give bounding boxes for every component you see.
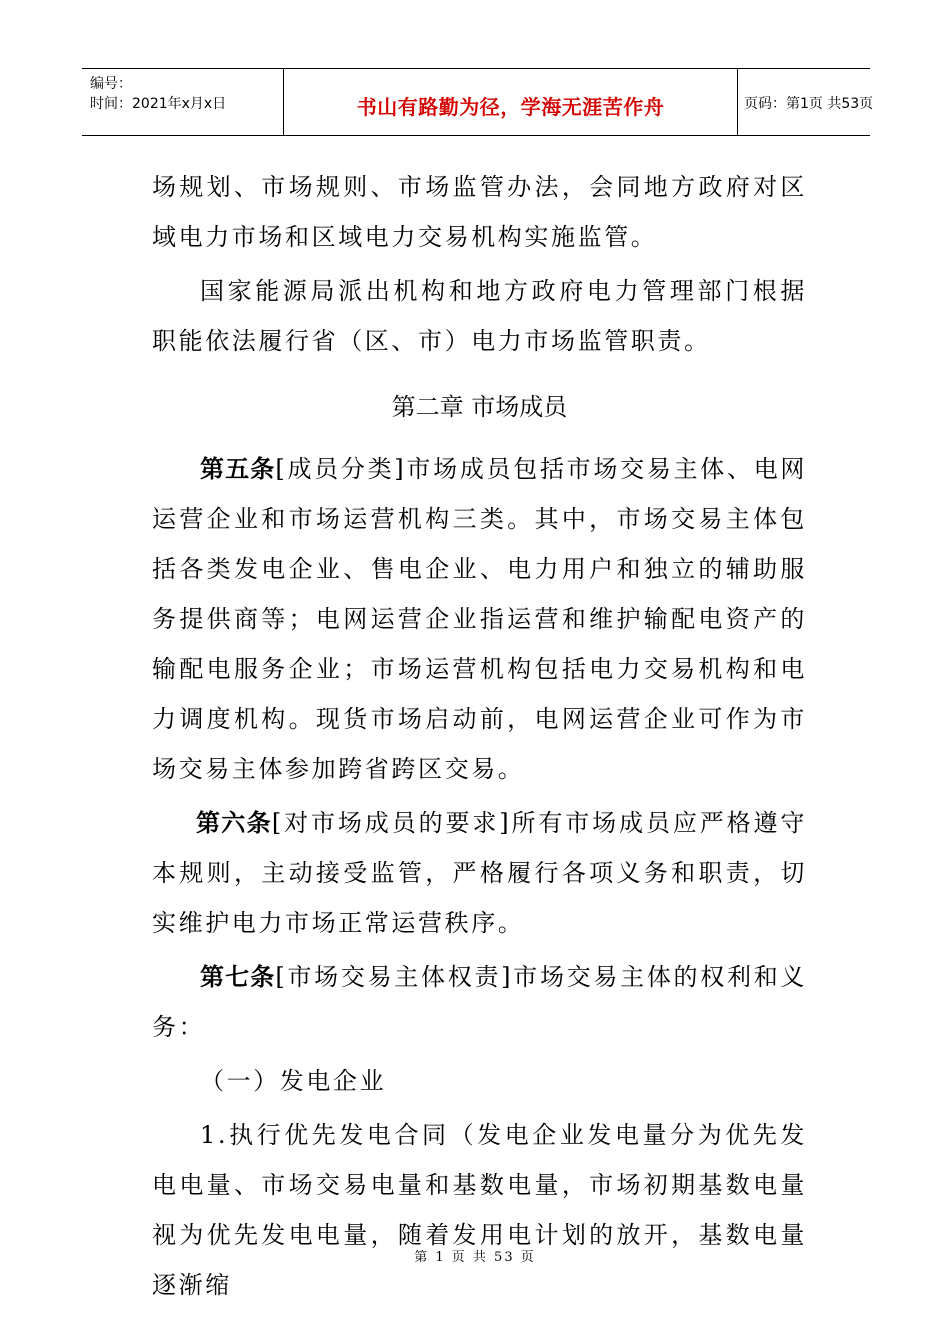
paragraph-1: 场规划、市场规则、市场监管办法，会同地方政府对区域电力市场和区域电力交易机构实施监管。 xyxy=(152,173,807,251)
article-7 xyxy=(152,952,807,1052)
header-motto: 书山有路勤为径，学海无涯苦作舟 xyxy=(356,95,665,119)
header-meta-cell xyxy=(82,69,284,135)
article-6 xyxy=(152,798,807,948)
time-label: 时间：2021年x月x日 xyxy=(90,96,227,112)
item-heading: （一）发电企业 xyxy=(200,1067,387,1095)
item-1: 1.执行优先发电合同（发电企业发电量分为优先发电电量、市场交易电量和基数电量，市场初期基数电量视为优先发电电量，随着发用电计划的放开，基数电量逐渐缩 xyxy=(152,1121,807,1299)
header-page-cell xyxy=(738,69,874,135)
header-page-info: 页码：第1页 共53页 xyxy=(744,96,874,112)
article-5-text: [成员分类]市场成员包括市场交易主体、电网运营企业和市场运营机构三类。其中，市场交易主体包括各类发电企业、售电企业、电力用户和独立的辅助服务提供商等；电网运营企业指运营和维护输配电资产的输配电服务企业；市场运营机构包括电力交易机构和电力调度机构。现货市场启动前，电网运营企业可作为市场交易主体参加跨省跨区交易。 xyxy=(152,455,808,783)
article-6-title: 第六条 xyxy=(196,809,272,837)
document-body xyxy=(152,162,807,1310)
article-5 xyxy=(152,444,807,794)
code-label: 编号： xyxy=(90,76,132,92)
header-motto-cell xyxy=(284,69,738,135)
chapter-title: 第二章 市场成员 xyxy=(391,393,568,421)
article-5-title: 第五条 xyxy=(200,455,276,483)
page-footer: 第 1 页 共 53 页 xyxy=(414,1250,536,1265)
page-header xyxy=(82,68,874,136)
article-7-text: [市场交易主体权责]市场交易主体的权利和义务： xyxy=(152,963,808,1041)
paragraph-2: 国家能源局派出机构和地方政府电力管理部门根据职能依法履行省（区、市）电力市场监管职责。 xyxy=(152,277,807,355)
article-7-title: 第七条 xyxy=(200,963,276,991)
article-6-text: [对市场成员的要求]所有市场成员应严格遵守本规则，主动接受监管，严格履行各项义务和职责，切实维护电力市场正常运营秩序。 xyxy=(152,809,808,937)
